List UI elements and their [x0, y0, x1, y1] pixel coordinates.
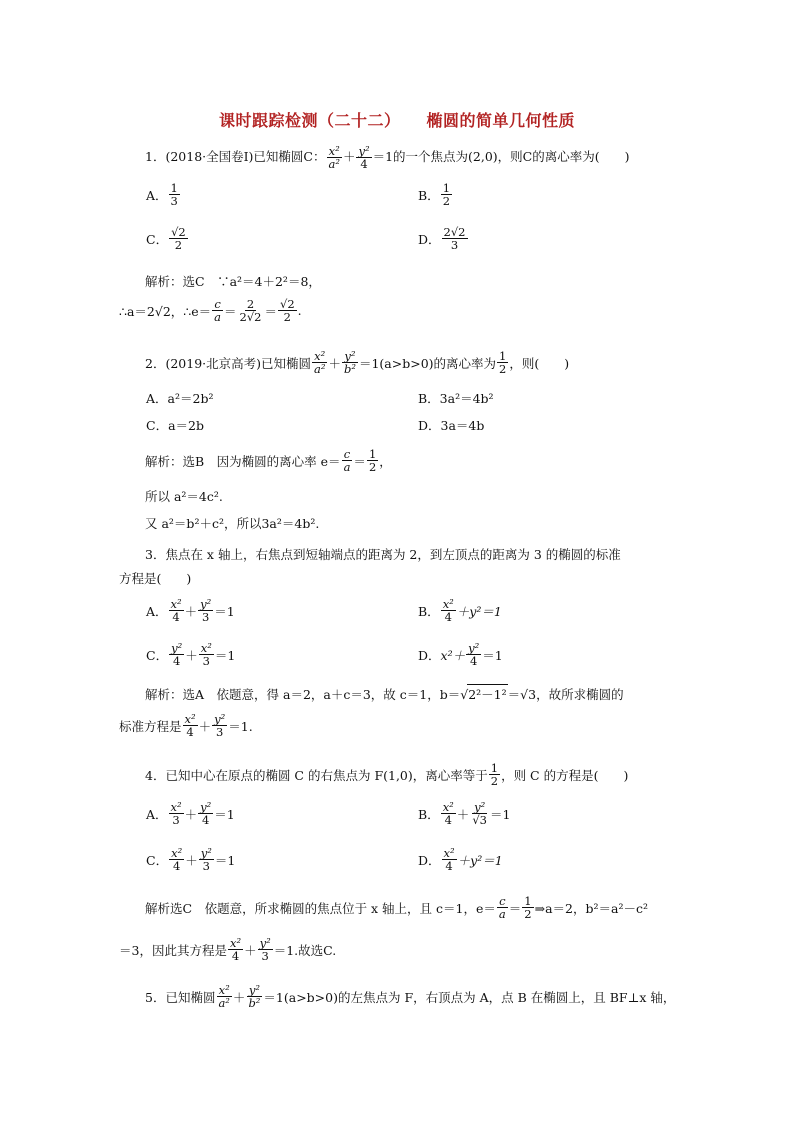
q3-solution-line-2: 标准方程是 $\frac{\text{x²}}{4}$ ＋ $\frac{\text{y²}}{3}$ ＝1. — [119, 712, 253, 740]
q4-option-d: D． $\frac{\text{x²}}{4}$ ＋y²＝1 — [418, 846, 503, 874]
q1-option-a: A． $\frac{1}{3}$ — [146, 181, 178, 209]
q2-solution-line-3: 又 a²＝b²＋c²，所以3a²＝4b². — [145, 516, 320, 531]
q1-solution-line-1: 解析：选C ∵a²＝4＋2²＝8， — [145, 274, 321, 289]
q3-option-d: D． x²＋ $\frac{\text{y²}}{4}$ ＝1 — [418, 641, 503, 669]
q4-solution-line-2: ＝3，因此其方程是 $\frac{\text{x²}}{4}$ ＋ $\frac{\text{y²}}{3}$ ＝1.故选C. — [119, 936, 337, 964]
q3-stem-line-1: 3．焦点在 x 轴上，右焦点到短轴端点的距离为 2，到左顶点的距离为 3 的椭圆的标准 — [145, 547, 621, 562]
q3-option-c: C． $\frac{\text{y²}}{4}$ ＋ $\frac{\text{x²}}{3}$ ＝1 — [146, 641, 236, 669]
page-title: 课时跟踪检测（二十二） 椭圆的简单几何性质 — [218, 111, 576, 130]
q3-option-a: A． $\frac{\text{x²}}{4}$ ＋ $\frac{\text{y²}}{3}$ ＝1 — [146, 597, 235, 625]
q1-option-c: C． $\frac{√2}{2}$ — [146, 225, 186, 253]
q4-stem: 4．已知中心在原点的椭圆 C 的右焦点为 F(1,0)，离心率等于 $\frac{1}{2}$ ，则 C 的方程是( ) — [145, 761, 629, 789]
q2-stem: 2．(2019·北京高考)已知椭圆 $\frac{\text{x²}}{\text{a²}}$ ＋ $\frac{\text{y²}}{\text{b²}}$ ＝1(a>b>0)的离心率为 $\frac{1}{2}$ ，则( ) — [145, 349, 570, 377]
q2-solution-line-2: 所以 a²＝4c². — [145, 489, 223, 504]
q4-solution-line-1: 解析选C 依题意，所求椭圆的焦点位于 x 轴上，且 c＝1，e＝ $\frac{c}{a}$ ＝ $\frac{1}{2}$ ⇒a＝2，b²＝a²－c² — [145, 894, 648, 922]
q2-option-a: A．a²＝2b² — [146, 391, 214, 406]
q2-option-c: C．a＝2b — [146, 418, 204, 433]
q1-option-d: D． $\frac{2√2}{3}$ — [418, 225, 466, 253]
q4-option-c: C． $\frac{\text{x²}}{4}$ ＋ $\frac{\text{y²}}{3}$ ＝1 — [146, 846, 236, 874]
q2-option-b: B．3a²＝4b² — [418, 391, 494, 406]
q1-stem: 1．(2018·全国卷Ⅰ)已知椭圆C： $\frac{\text{x²}}{\text{a²}}$ ＋ $\frac{\text{y²}}{4}$ ＝1的一个焦点为(2,0)，则C的离心率为( ) — [145, 144, 630, 172]
q2-solution-line-1: 解析：选B 因为椭圆的离心率 e＝ $\frac{c}{a}$ ＝ $\frac{1}{2}$ ， — [145, 447, 392, 475]
q3-solution-line-1: 解析：选A 依题意，得 a＝2，a＋c＝3，故 c＝1，b＝√2²－1²＝√3，故所求椭圆的 — [145, 684, 624, 705]
q2-option-d: D．3a＝4b — [418, 418, 485, 433]
q5-stem: 5．已知椭圆 $\frac{\text{x²}}{\text{a²}}$ ＋ $\frac{\text{y²}}{\text{b²}}$ ＝1(a>b>0)的左焦点为 F，右顶点为 A，点 B 在椭圆上，且 BF⊥x 轴， — [145, 983, 676, 1011]
q4-option-a: A． $\frac{\text{x²}}{3}$ ＋ $\frac{\text{y²}}{4}$ ＝1 — [146, 800, 235, 828]
q3-option-b: B． $\frac{\text{x²}}{4}$ ＋y²＝1 — [418, 597, 502, 625]
q1-solution-line-2: ∴a＝2√2，∴e＝ $\frac{c}{a}$ ＝ $\frac{2}{2√2}$ ＝ $\frac{√2}{2}$ . — [119, 297, 302, 325]
q1-option-b: B． $\frac{1}{2}$ — [418, 181, 451, 209]
q3-stem-line-2: 方程是( ) — [119, 571, 192, 586]
q4-option-b: B． $\frac{\text{x²}}{4}$ ＋ $\frac{\text{y²}}{√3}$ ＝1 — [418, 800, 511, 828]
